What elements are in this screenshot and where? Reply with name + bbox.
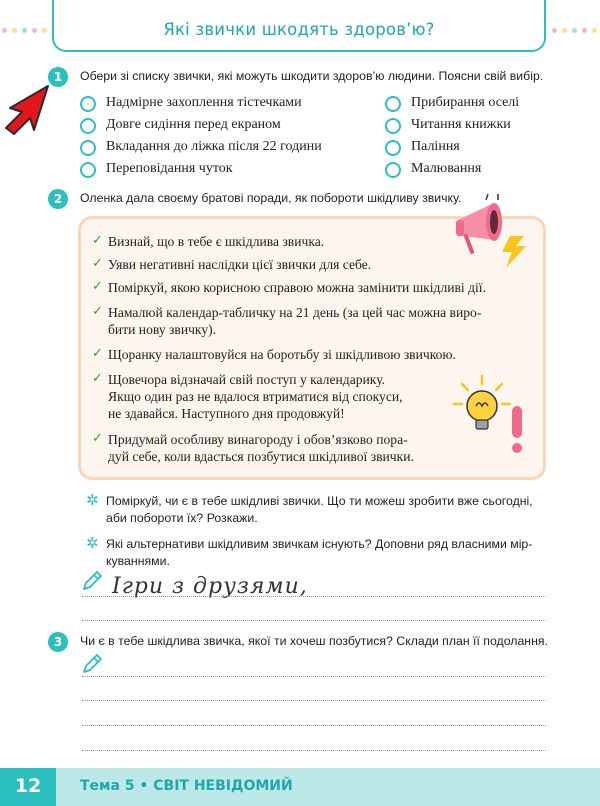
answer-line[interactable] [82, 620, 546, 621]
option-radio[interactable] [80, 118, 96, 134]
advice-line: Уяви негативні наслідки цієї звички для себе. [108, 257, 372, 272]
title-box [52, 0, 546, 52]
answer-line[interactable] [82, 725, 546, 726]
pencil-icon [80, 652, 104, 676]
option-label: Читання книжки [411, 117, 511, 132]
answer-line[interactable] [82, 676, 546, 677]
advice-line: дуй себе, коли вдасться позбутися шкідливої звички. [108, 449, 414, 464]
answer-line[interactable] [82, 596, 546, 597]
footer-topic: Тема 5 • СВІТ НЕВІДОМИЙ [80, 778, 293, 794]
task-2-text: Оленка дала своєму братові поради, як побороти шкідливу звичку. [80, 191, 462, 205]
check-icon: ✓ [92, 304, 103, 319]
option-radio[interactable] [80, 96, 96, 112]
lightbulb-icon [450, 372, 540, 462]
sun-bullet-icon: ✲ [86, 491, 99, 509]
advice-item [108, 304, 481, 338]
question-2 [106, 536, 532, 570]
option-radio[interactable] [385, 162, 401, 178]
option-label: Довге сидіння перед екраном [106, 117, 281, 132]
advice-line: Поміркуй, якою корисною справою можна замінити шкідливі дії. [108, 280, 486, 295]
option-radio[interactable] [385, 140, 401, 156]
question-line: аби побороти їх? Розкажи. [106, 511, 258, 525]
advice-item [108, 371, 403, 422]
option-label: Вкладання до ліжка після 22 години [106, 139, 322, 154]
task-3-text: Чи є в тебе шкідлива звичка, якої ти хочеш позбутися? Склади план її подолання. [80, 634, 548, 648]
check-icon: ✓ [92, 371, 103, 386]
advice-line: Намалюй календар-табличку на 21 день (за цей час можна виро- [108, 305, 482, 320]
advice-line: не здавайся. Наступного дня продовжуй! [108, 406, 345, 421]
advice-item [108, 431, 414, 465]
option-radio[interactable] [80, 162, 96, 178]
advice-item [108, 279, 486, 296]
megaphone-icon [452, 190, 534, 274]
pencil-icon [80, 569, 104, 593]
question-line: куваннями. [106, 554, 170, 568]
question-line: Які альтернативи шкідливим звичкам існують? Доповни ряд власними мір- [106, 537, 533, 551]
task-number-2: 2 [48, 189, 68, 209]
advice-item [108, 256, 371, 273]
page-title: Які звички шкодять здоров’ю? [163, 20, 435, 39]
check-icon: ✓ [92, 431, 103, 446]
check-icon: ✓ [92, 346, 103, 361]
option-label: Малювання [411, 161, 482, 176]
option-label: Прибирання оселі [411, 95, 520, 110]
advice-line: Щовечора відзначай свій поступ у календарику. [108, 372, 386, 387]
option-radio[interactable] [80, 140, 96, 156]
advice-line: бити нову звичку). [108, 322, 217, 337]
option-radio[interactable] [385, 118, 401, 134]
decorative-dots-right [550, 28, 600, 34]
page-number: 12 [0, 768, 56, 806]
advice-item [108, 233, 324, 250]
decorative-dots-left [0, 28, 52, 34]
task-number-3: 3 [48, 632, 68, 652]
task-1-text: Обери зі списку звички, які можуть шкодити здоров’ю людини. Поясни свій вибір. [80, 69, 544, 83]
option-label: Переповідання чуток [106, 161, 233, 176]
advice-line: Придумай особливу винагороду і обов’язково пора- [108, 432, 408, 447]
check-icon: ✓ [92, 279, 103, 294]
handwritten-answer: Ігри з друзями, [112, 574, 308, 599]
question-line: Поміркуй, чи є в тебе шкідливі звички. Що ти можеш зробити вже сьогодні, [106, 494, 533, 508]
task-number-1: 1 [48, 67, 68, 87]
sun-bullet-icon: ✲ [86, 534, 99, 552]
question-1 [106, 493, 533, 527]
advice-line: Визнай, що в тебе є шкідлива звичка. [108, 234, 325, 249]
option-label: Паління [411, 139, 460, 154]
answer-line[interactable] [82, 750, 546, 751]
advice-line: Якщо один раз не вдалося втриматися від спокуси, [108, 389, 403, 404]
option-radio[interactable] [385, 96, 401, 112]
pointer-arrow-icon [2, 82, 52, 136]
answer-line[interactable] [82, 700, 546, 701]
advice-item [108, 346, 456, 363]
check-icon: ✓ [92, 256, 103, 271]
option-label: Надмірне захоплення тістечками [106, 95, 302, 110]
advice-line: Щоранку налаштовуйся на боротьбу зі шкідливою звичкою. [108, 347, 456, 362]
check-icon: ✓ [92, 233, 103, 248]
